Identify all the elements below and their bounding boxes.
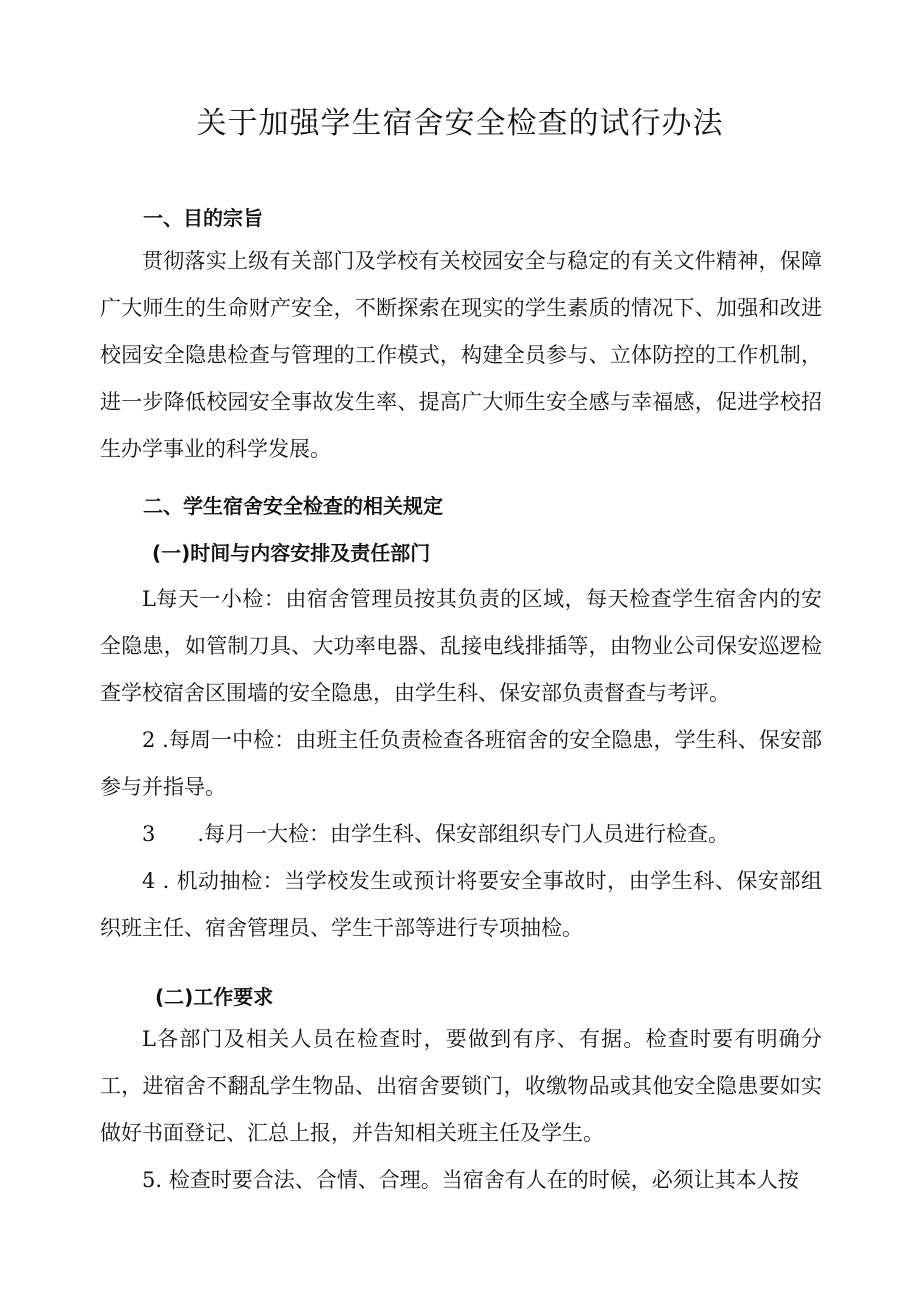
subsection-1-item-2: 2 .每周一中检：由班主任负责检查各班宿舍的安全隐患，学生科、保安部参与并指导。 bbox=[100, 728, 822, 799]
section-2-heading: 二、学生宿舍安全检查的相关规定 bbox=[143, 494, 443, 518]
subsection-2-item-1: L各部门及相关人员在检查时，要做到有序、有据。检查时要有明确分工，进宿舍不翻乱学生物品、出宿舍要锁门，收缴物品或其他安全隐患要如实做好书面登记、汇总上报，并告知相关班主任及学生。 bbox=[100, 1027, 822, 1145]
subsection-1-item-3: 3 .每月一大检：由学生科、保安部组织专门人员进行检查。 bbox=[142, 822, 730, 846]
section-1-heading: 一、目的宗旨 bbox=[143, 206, 263, 230]
subsection-2-heading: (二)工作要求 bbox=[155, 985, 274, 1009]
section-1-paragraph: 贯彻落实上级有关部门及学校有关校园安全与稳定的有关文件精神，保障广大师生的生命财产安全，不断探索在现实的学生素质的情况下、加强和改进校园安全隐患检查与管理的工作模式，构建全员参与、立体防控的工作机制，进一步降低校园安全事故发生率、提高广大师生安全感与幸福感，促进学校招生办学事业的科学发展。 bbox=[100, 249, 822, 461]
subsection-1-item-1: L每天一小检：由宿舍管理员按其负责的区域，每天检查学生宿舍内的安全隐患，如管制刀具、大功率电器、乱接电线排插等，由物业公司保安巡逻检查学校宿舍区围墙的安全隐患，由学生科、保安部负责督查与考评。 bbox=[100, 587, 822, 705]
document-title: 关于加强学生宿舍安全检查的试行办法 bbox=[196, 106, 724, 141]
subsection-1-heading: (一)时间与内容安排及责任部门 bbox=[152, 541, 431, 565]
subsection-1-item-4: 4 . 机动抽检：当学校发生或预计将要安全事故时，由学生科、保安部组织班主任、宿舍管理员、学生干部等进行专项抽检。 bbox=[100, 869, 822, 940]
subsection-2-item-2: 5. 检查时要合法、合情、合理。当宿舍有人在的时候，必须让其本人按 bbox=[142, 1168, 799, 1192]
